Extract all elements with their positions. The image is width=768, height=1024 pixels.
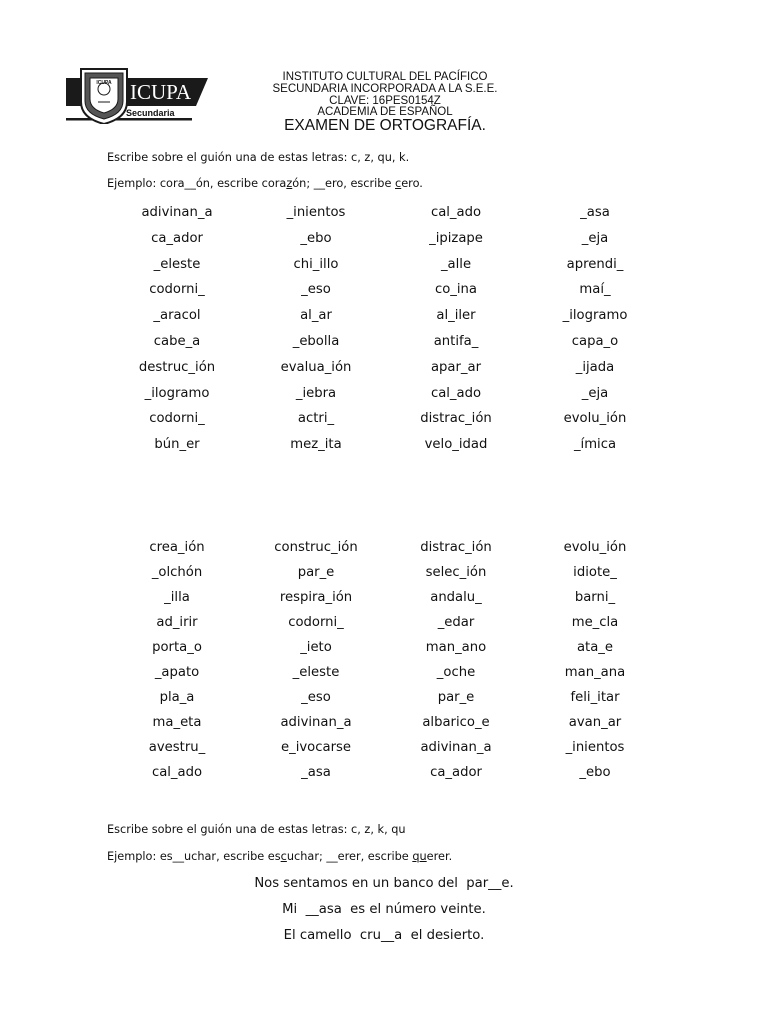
section2-row (0, 640, 768, 665)
word-blank: _aracol (153, 308, 201, 324)
logo-wordmark: ICUPA (130, 80, 192, 104)
word-blank: _ipizape (429, 230, 483, 246)
word-blank: al_iler (436, 308, 476, 324)
word-blank: construc_ión (274, 540, 358, 555)
word-blank: codorni_ (149, 282, 205, 298)
section2-row (0, 665, 768, 690)
section2-row (0, 590, 768, 615)
school-logo (66, 66, 208, 124)
sentence-3: El camello cru__a el desierto. (283, 928, 485, 943)
section2-row (0, 740, 768, 765)
word-blank: e_ivocarse (281, 740, 351, 755)
word-blank: _apato (154, 665, 200, 680)
word-blank: me_cla (571, 615, 619, 630)
word-blank: _ilogramo (144, 385, 210, 401)
section2-row (0, 690, 768, 715)
word-blank: adivinan_a (420, 740, 492, 755)
word-blank: aprendi_ (566, 256, 624, 272)
word-blank: al_ar (300, 308, 332, 324)
word-blank: _iebra (295, 385, 337, 401)
word-blank: selec_ión (425, 565, 487, 580)
word-blank: actri_ (297, 411, 335, 427)
word-blank: evalua_ión (280, 359, 352, 375)
sentence-1: Nos sentamos en un banco del par__e. (254, 876, 514, 891)
word-blank: andalu_ (430, 590, 482, 605)
word-blank: cal_ado (151, 765, 203, 780)
word-blank: porta_o (152, 640, 202, 655)
section2-row (0, 615, 768, 640)
section1-row (0, 282, 768, 307)
section1-row (0, 386, 768, 411)
word-blank: _eso (301, 690, 331, 705)
word-blank: ca_ador (151, 230, 203, 246)
sentence-2: Mi __asa es el número veinte. (282, 902, 486, 917)
word-blank: codorni_ (149, 411, 205, 427)
word-blank: _illa (164, 590, 190, 605)
word-blank: _ilogramo (562, 308, 628, 324)
word-blank: par_e (297, 565, 335, 580)
section3-example: Ejemplo: es__uchar, escribe escuchar; __erer, escribe querer. (107, 850, 453, 863)
section1-instruction: Escribe sobre el guión una de estas letras: c, z, qu, k. (107, 151, 410, 164)
word-blank: avan_ar (568, 715, 622, 730)
word-blank: ma_eta (152, 715, 202, 730)
exam-title: EXAMEN DE ORTOGRAFÍA. (284, 117, 486, 134)
word-blank: _alle (440, 256, 472, 272)
word-blank: feli_itar (570, 690, 620, 705)
section2-row (0, 540, 768, 565)
word-blank: adivinan_a (141, 205, 213, 220)
word-blank: _oche (436, 665, 476, 680)
section1-row (0, 360, 768, 385)
word-blank: _eja (581, 230, 609, 246)
word-blank: cal_ado (430, 385, 482, 401)
word-blank: chi_illo (293, 256, 339, 272)
section1-row (0, 231, 768, 256)
word-blank: distrac_ión (420, 540, 492, 555)
word-blank: _asa (580, 205, 610, 220)
word-blank: cal_ado (430, 205, 482, 220)
word-blank: codorni_ (288, 615, 344, 630)
section3-instruction: Escribe sobre el guión una de estas letras: c, z, k, qu (107, 823, 406, 836)
word-blank: man_ana (564, 665, 626, 680)
word-blank: co_ina (434, 282, 478, 298)
word-blank: velo_idad (424, 437, 488, 453)
word-blank: barni_ (574, 590, 616, 605)
word-blank: _edar (437, 615, 475, 630)
word-blank: cabe_a (153, 334, 201, 349)
logo-subtitle: Secundaria (126, 108, 175, 118)
word-blank: man_ano (425, 640, 487, 655)
word-blank: _eleste (153, 256, 201, 272)
word-blank: evolu_ión (563, 411, 627, 427)
section1-row (0, 257, 768, 282)
academy-name: ACADEMIA DE ESPAÑOL (317, 106, 453, 118)
school-incorporation: SECUNDARIA INCORPORADA A LA S.E.E. (272, 83, 498, 95)
section2-row (0, 715, 768, 740)
section1-row (0, 411, 768, 436)
word-blank: avestru_ (148, 740, 206, 755)
word-blank: mez_ita (290, 437, 342, 453)
word-blank: ata_e (576, 640, 614, 655)
word-blank: _eso (301, 282, 331, 298)
word-blank: par_e (437, 690, 475, 705)
school-code: CLAVE: 16PES0154Z (329, 95, 441, 107)
word-blank: _ieto (300, 640, 332, 655)
school-name: INSTITUTO CULTURAL DEL PACÍFICO (282, 71, 488, 83)
word-blank: _ímica (573, 437, 617, 453)
word-blank: evolu_ión (563, 540, 627, 555)
word-blank: _olchón (151, 565, 203, 580)
word-blank: _ebo (579, 765, 611, 780)
word-blank: _asa (301, 765, 331, 780)
word-blank: albarico_e (422, 715, 490, 730)
word-blank: ca_ador (430, 765, 482, 780)
word-blank: destruc_ión (138, 359, 216, 375)
word-blank: _inientos (565, 740, 625, 755)
word-blank: apar_ar (430, 359, 482, 375)
word-blank: _ebo (300, 230, 332, 246)
word-blank: _eja (581, 385, 609, 401)
word-blank: idiote_ (573, 565, 617, 580)
word-blank: _ijada (575, 359, 615, 375)
section2-row (0, 765, 768, 790)
word-blank: adivinan_a (280, 715, 352, 730)
section1-example: Ejemplo: cora__ón, escribe corazón; __ero, escribe cero. (107, 177, 423, 190)
word-blank: pla_a (159, 690, 195, 705)
word-blank: distrac_ión (420, 411, 492, 427)
section1-row (0, 334, 768, 359)
word-blank: respira_ión (279, 590, 353, 605)
section1-row (0, 437, 768, 462)
section2-row (0, 565, 768, 590)
word-blank: antifa_ (433, 334, 479, 349)
svg-text:ICUPA: ICUPA (96, 80, 112, 86)
word-blank: _ebolla (292, 334, 340, 349)
word-blank: _inientos (286, 205, 346, 220)
word-blank: _eleste (292, 665, 340, 680)
word-blank: ad_irir (156, 615, 198, 630)
word-blank: bún_er (154, 437, 200, 453)
word-blank: maí_ (579, 282, 611, 298)
word-blank: crea_ión (149, 540, 205, 555)
word-blank: capa_o (571, 334, 619, 349)
section1-row (0, 308, 768, 333)
section1-row (0, 205, 768, 230)
school-seal-icon (81, 69, 127, 124)
